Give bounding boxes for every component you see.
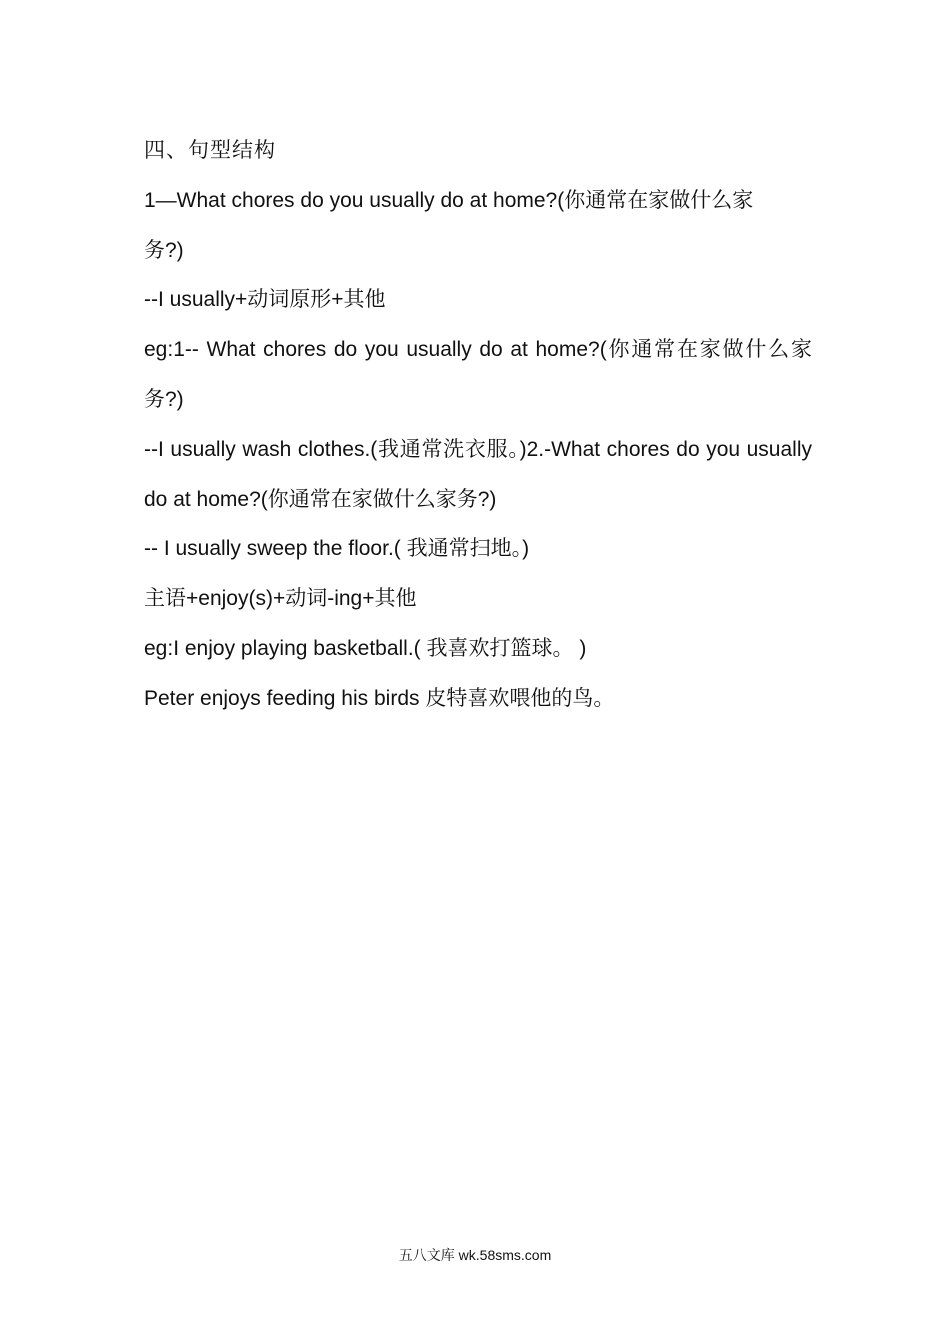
- text-line: 1—What chores do you usually do at home?(你通常在家做什么家: [144, 188, 754, 212]
- text-line: 主语+enjoy(s)+动词-ing+其他: [144, 587, 417, 611]
- text-line: 务?): [144, 238, 184, 262]
- text-line: eg:1-- What chores do you usually do at home?(你通常在家做什么家: [144, 338, 812, 362]
- text-line: eg:I enjoy playing basketball.( 我喜欢打篮球。 ): [144, 636, 587, 660]
- footer-watermark: 五八文库 wk.58sms.com: [398, 1247, 552, 1263]
- document-body: [144, 126, 812, 724]
- text-line: -- I usually sweep the floor.( 我通常扫地。): [144, 537, 530, 561]
- text-line: Peter enjoys feeding his birds 皮特喜欢喂他的鸟。: [144, 686, 615, 710]
- section-heading: 四、句型结构: [144, 138, 276, 162]
- text-line: --I usually+动词原形+其他: [144, 288, 386, 312]
- text-line: do at home?(你通常在家做什么家务?): [144, 487, 497, 511]
- text-line: 务?): [144, 387, 184, 411]
- text-line: --I usually wash clothes.(我通常洗衣服。)2.-What chores do you usually: [144, 437, 812, 461]
